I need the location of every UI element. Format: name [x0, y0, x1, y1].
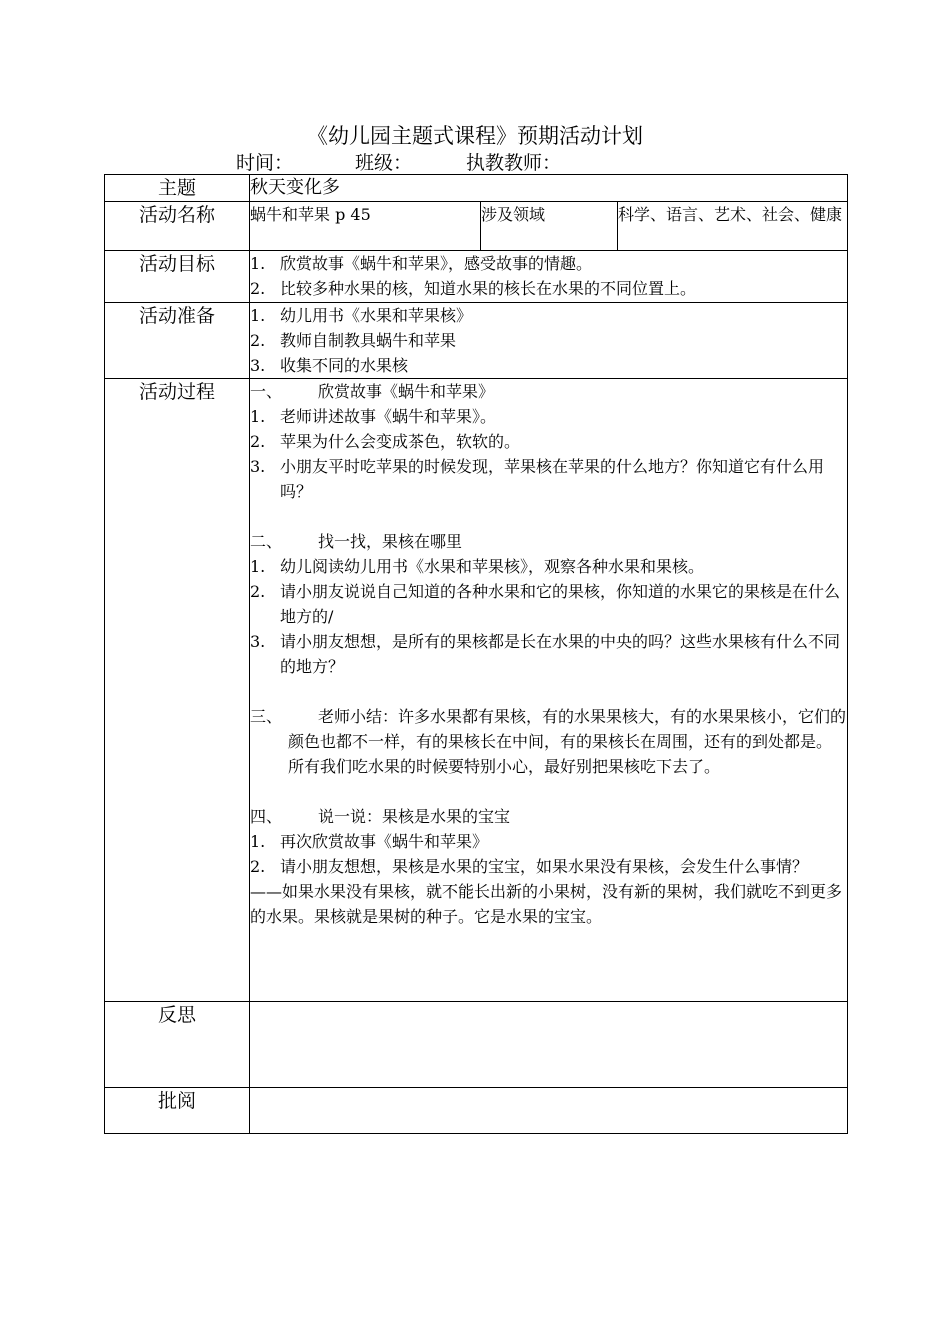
time-label: 时间：	[236, 152, 294, 174]
list-item: 3. 小朋友平时吃苹果的时候发现，苹果核在苹果的什么地方？你知道它有什么用吗？	[250, 457, 825, 501]
process-content	[250, 379, 848, 1002]
list-item: 1. 幼儿阅读幼儿用书《水果和苹果核》，观察各种水果和果核。	[250, 557, 705, 576]
list-item: 1. 欣赏故事《蜗牛和苹果》，感受故事的情趣。	[250, 254, 593, 273]
list-item: 2. 请小朋友说说自己知道的各种水果和它的果核，你知道的水果它的果核是在什么地方的/	[250, 582, 841, 626]
theme-label: 主题	[105, 175, 250, 202]
list-item: 2. 苹果为什么会变成茶色，软软的。	[250, 432, 521, 451]
class-label: 班级：	[355, 152, 413, 174]
page-title: 《幼儿园主题式课程》预期活动计划	[307, 124, 643, 148]
section-heading: 四、 说一说：果核是水果的宝宝	[250, 807, 511, 826]
teacher-label: 执教教师：	[466, 152, 562, 174]
activity-name-value: 蜗牛和苹果 p 45	[250, 202, 481, 251]
list-item: 3. 请小朋友想想，是所有的果核都是长在水果的中央的吗？这些水果核有什么不同的地方？	[250, 632, 841, 676]
section-summary: 三、 老师小结：许多水果都有果核，有的水果果核大，有的水果果核小，它们的颜色也都不一样，有的果核长在中间，有的果核长在周围，还有的到处都是。所有我们吃水果的时候要特别小心，最好别把果核吃下去了。	[250, 707, 847, 776]
process-label: 活动过程	[105, 379, 250, 1002]
activity-name-row	[105, 202, 848, 251]
list-item: 2. 请小朋友想想，果核是水果的宝宝，如果水果没有果核，会发生什么事情？	[250, 857, 809, 876]
goals-label: 活动目标	[105, 251, 250, 303]
list-item: 3. 收集不同的水果核	[250, 356, 409, 375]
list-item: 1. 老师讲述故事《蜗牛和苹果》。	[250, 407, 497, 426]
prep-label: 活动准备	[105, 303, 250, 379]
prep-list	[250, 303, 848, 379]
closing-paragraph: ——如果水果没有果核，就不能长出新的小果树，没有新的果树，我们就吃不到更多的水果。果核就是果树的种子。它是水果的宝宝。	[250, 882, 843, 926]
domain-value: 科学、语言、艺术、社会、健康	[618, 202, 848, 251]
reflection-field[interactable]	[250, 1002, 848, 1088]
list-item: 2. 比较多种水果的核，知道水果的核长在水果的不同位置上。	[250, 279, 697, 298]
list-item: 1. 再次欣赏故事《蜗牛和苹果》	[250, 832, 489, 851]
review-field[interactable]	[250, 1088, 848, 1134]
theme-row	[105, 175, 848, 202]
prep-row	[105, 303, 848, 379]
reflection-row	[105, 1002, 848, 1088]
review-label: 批阅	[105, 1088, 250, 1134]
reflection-label: 反思	[105, 1002, 250, 1088]
domain-label: 涉及领域	[481, 202, 618, 251]
section-heading: 一、 欣赏故事《蜗牛和苹果》	[250, 382, 495, 401]
goals-row	[105, 251, 848, 303]
theme-value: 秋天变化多	[250, 175, 848, 202]
section-heading: 二、 找一找，果核在哪里	[250, 532, 463, 551]
activity-name-label: 活动名称	[105, 202, 250, 251]
list-item: 2. 教师自制教具蜗牛和苹果	[250, 331, 457, 350]
review-row	[105, 1088, 848, 1134]
goals-list	[250, 251, 848, 303]
list-item: 1. 幼儿用书《水果和苹果核》	[250, 306, 473, 325]
process-row	[105, 379, 848, 1002]
activity-plan-table	[104, 174, 848, 1134]
